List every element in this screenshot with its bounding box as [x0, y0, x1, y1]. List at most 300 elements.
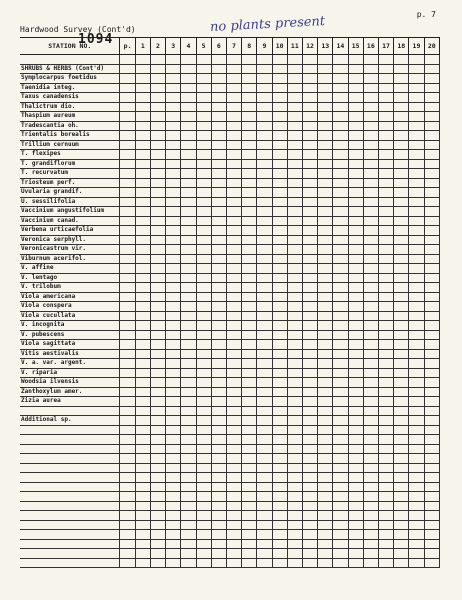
tally-cell[interactable]: [333, 64, 348, 74]
tally-cell[interactable]: [287, 425, 302, 435]
tally-cell[interactable]: [409, 226, 424, 236]
tally-cell[interactable]: [181, 245, 196, 255]
tally-cell[interactable]: [318, 520, 333, 530]
tally-cell[interactable]: [302, 416, 317, 426]
tally-cell[interactable]: [378, 473, 393, 483]
tally-cell[interactable]: [409, 121, 424, 131]
tally-cell[interactable]: [287, 121, 302, 131]
tally-cell[interactable]: [378, 492, 393, 502]
tally-cell[interactable]: [150, 340, 165, 350]
tally-cell[interactable]: [409, 188, 424, 198]
tally-cell[interactable]: [211, 169, 226, 179]
tally-cell[interactable]: [272, 216, 287, 226]
tally-cell[interactable]: [287, 55, 302, 65]
tally-cell[interactable]: [211, 473, 226, 483]
tally-cell[interactable]: [166, 273, 181, 283]
tally-cell[interactable]: [302, 302, 317, 312]
tally-cell[interactable]: [424, 530, 439, 540]
tally-cell[interactable]: [166, 283, 181, 293]
tally-cell[interactable]: [166, 188, 181, 198]
tally-cell[interactable]: [150, 254, 165, 264]
tally-cell[interactable]: [257, 264, 272, 274]
tally-cell[interactable]: [150, 416, 165, 426]
tally-cell[interactable]: [302, 539, 317, 549]
tally-cell[interactable]: [135, 387, 150, 397]
tally-cell[interactable]: [226, 558, 241, 568]
tally-cell[interactable]: [226, 283, 241, 293]
tally-cell[interactable]: [272, 74, 287, 84]
tally-cell[interactable]: [302, 349, 317, 359]
tally-cell[interactable]: [333, 83, 348, 93]
tally-cell[interactable]: [242, 501, 257, 511]
tally-cell[interactable]: [363, 368, 378, 378]
tally-cell[interactable]: [150, 397, 165, 407]
tally-cell[interactable]: [135, 140, 150, 150]
tally-cell[interactable]: [363, 378, 378, 388]
tally-cell[interactable]: [242, 178, 257, 188]
tally-cell[interactable]: [166, 520, 181, 530]
tally-cell[interactable]: [257, 121, 272, 131]
tally-cell[interactable]: [302, 140, 317, 150]
tally-cell[interactable]: [363, 254, 378, 264]
tally-cell[interactable]: [363, 492, 378, 502]
tally-cell[interactable]: [120, 425, 135, 435]
tally-cell[interactable]: [272, 558, 287, 568]
tally-cell[interactable]: [196, 463, 211, 473]
tally-cell[interactable]: [318, 425, 333, 435]
tally-cell[interactable]: [150, 216, 165, 226]
tally-cell[interactable]: [333, 444, 348, 454]
tally-cell[interactable]: [166, 131, 181, 141]
tally-cell[interactable]: [318, 188, 333, 198]
tally-cell[interactable]: [287, 397, 302, 407]
tally-cell[interactable]: [287, 178, 302, 188]
tally-cell[interactable]: [394, 340, 409, 350]
tally-cell[interactable]: [257, 349, 272, 359]
tally-cell[interactable]: [181, 140, 196, 150]
tally-cell[interactable]: [181, 197, 196, 207]
tally-cell[interactable]: [424, 311, 439, 321]
tally-cell[interactable]: [424, 501, 439, 511]
tally-cell[interactable]: [196, 83, 211, 93]
tally-cell[interactable]: [242, 378, 257, 388]
tally-cell[interactable]: [196, 169, 211, 179]
tally-cell[interactable]: [348, 387, 363, 397]
tally-cell[interactable]: [318, 197, 333, 207]
tally-cell[interactable]: [135, 235, 150, 245]
tally-cell[interactable]: [302, 197, 317, 207]
tally-cell[interactable]: [409, 406, 424, 416]
tally-cell[interactable]: [424, 482, 439, 492]
tally-cell[interactable]: [226, 359, 241, 369]
tally-cell[interactable]: [287, 321, 302, 331]
tally-cell[interactable]: [120, 273, 135, 283]
tally-cell[interactable]: [348, 425, 363, 435]
tally-cell[interactable]: [257, 93, 272, 103]
tally-cell[interactable]: [196, 520, 211, 530]
tally-cell[interactable]: [409, 112, 424, 122]
tally-cell[interactable]: [287, 359, 302, 369]
tally-cell[interactable]: [166, 150, 181, 160]
tally-cell[interactable]: [135, 416, 150, 426]
tally-cell[interactable]: [257, 473, 272, 483]
tally-cell[interactable]: [363, 292, 378, 302]
tally-cell[interactable]: [257, 292, 272, 302]
tally-cell[interactable]: [409, 330, 424, 340]
tally-cell[interactable]: [272, 463, 287, 473]
tally-cell[interactable]: [348, 188, 363, 198]
tally-cell[interactable]: [166, 292, 181, 302]
tally-cell[interactable]: [226, 406, 241, 416]
tally-cell[interactable]: [363, 55, 378, 65]
tally-cell[interactable]: [394, 188, 409, 198]
tally-cell[interactable]: [318, 368, 333, 378]
tally-cell[interactable]: [242, 311, 257, 321]
tally-cell[interactable]: [120, 131, 135, 141]
tally-cell[interactable]: [196, 74, 211, 84]
tally-cell[interactable]: [150, 359, 165, 369]
tally-cell[interactable]: [226, 416, 241, 426]
tally-cell[interactable]: [302, 378, 317, 388]
tally-cell[interactable]: [287, 406, 302, 416]
tally-cell[interactable]: [150, 530, 165, 540]
tally-cell[interactable]: [318, 549, 333, 559]
tally-cell[interactable]: [166, 406, 181, 416]
tally-cell[interactable]: [363, 473, 378, 483]
tally-cell[interactable]: [409, 520, 424, 530]
tally-cell[interactable]: [272, 349, 287, 359]
tally-cell[interactable]: [363, 235, 378, 245]
tally-cell[interactable]: [318, 454, 333, 464]
tally-cell[interactable]: [181, 93, 196, 103]
tally-cell[interactable]: [302, 292, 317, 302]
tally-cell[interactable]: [196, 387, 211, 397]
tally-cell[interactable]: [394, 235, 409, 245]
tally-cell[interactable]: [150, 131, 165, 141]
tally-cell[interactable]: [287, 416, 302, 426]
tally-cell[interactable]: [211, 112, 226, 122]
tally-cell[interactable]: [363, 425, 378, 435]
tally-cell[interactable]: [181, 387, 196, 397]
tally-cell[interactable]: [378, 140, 393, 150]
tally-cell[interactable]: [150, 454, 165, 464]
tally-cell[interactable]: [333, 311, 348, 321]
tally-cell[interactable]: [424, 321, 439, 331]
tally-cell[interactable]: [318, 539, 333, 549]
tally-cell[interactable]: [196, 140, 211, 150]
tally-cell[interactable]: [226, 83, 241, 93]
tally-cell[interactable]: [196, 112, 211, 122]
tally-cell[interactable]: [409, 178, 424, 188]
tally-cell[interactable]: [333, 463, 348, 473]
tally-cell[interactable]: [394, 558, 409, 568]
tally-cell[interactable]: [409, 501, 424, 511]
tally-cell[interactable]: [166, 311, 181, 321]
tally-cell[interactable]: [394, 197, 409, 207]
tally-cell[interactable]: [211, 330, 226, 340]
tally-cell[interactable]: [287, 444, 302, 454]
tally-cell[interactable]: [242, 416, 257, 426]
tally-cell[interactable]: [318, 264, 333, 274]
tally-cell[interactable]: [120, 159, 135, 169]
tally-cell[interactable]: [363, 245, 378, 255]
tally-cell[interactable]: [424, 64, 439, 74]
tally-cell[interactable]: [302, 482, 317, 492]
tally-cell[interactable]: [120, 501, 135, 511]
tally-cell[interactable]: [348, 302, 363, 312]
tally-cell[interactable]: [257, 302, 272, 312]
tally-cell[interactable]: [196, 549, 211, 559]
tally-cell[interactable]: [409, 416, 424, 426]
tally-cell[interactable]: [257, 406, 272, 416]
tally-cell[interactable]: [378, 226, 393, 236]
tally-cell[interactable]: [394, 482, 409, 492]
tally-cell[interactable]: [272, 501, 287, 511]
tally-cell[interactable]: [409, 463, 424, 473]
tally-cell[interactable]: [120, 112, 135, 122]
tally-cell[interactable]: [409, 368, 424, 378]
tally-cell[interactable]: [333, 435, 348, 445]
tally-cell[interactable]: [181, 216, 196, 226]
tally-cell[interactable]: [318, 311, 333, 321]
tally-cell[interactable]: [196, 131, 211, 141]
tally-cell[interactable]: [272, 102, 287, 112]
tally-cell[interactable]: [242, 511, 257, 521]
tally-cell[interactable]: [333, 321, 348, 331]
tally-cell[interactable]: [394, 473, 409, 483]
tally-cell[interactable]: [211, 539, 226, 549]
tally-cell[interactable]: [302, 93, 317, 103]
tally-cell[interactable]: [135, 197, 150, 207]
tally-cell[interactable]: [409, 549, 424, 559]
tally-cell[interactable]: [120, 83, 135, 93]
tally-cell[interactable]: [166, 435, 181, 445]
tally-cell[interactable]: [318, 340, 333, 350]
tally-cell[interactable]: [424, 254, 439, 264]
tally-cell[interactable]: [363, 83, 378, 93]
tally-cell[interactable]: [135, 368, 150, 378]
tally-cell[interactable]: [424, 378, 439, 388]
tally-cell[interactable]: [409, 83, 424, 93]
tally-cell[interactable]: [181, 558, 196, 568]
tally-cell[interactable]: [394, 112, 409, 122]
tally-cell[interactable]: [196, 302, 211, 312]
tally-cell[interactable]: [333, 359, 348, 369]
tally-cell[interactable]: [196, 207, 211, 217]
tally-cell[interactable]: [394, 64, 409, 74]
tally-cell[interactable]: [348, 501, 363, 511]
tally-cell[interactable]: [211, 435, 226, 445]
tally-cell[interactable]: [211, 397, 226, 407]
tally-cell[interactable]: [181, 549, 196, 559]
tally-cell[interactable]: [211, 387, 226, 397]
tally-cell[interactable]: [272, 539, 287, 549]
tally-cell[interactable]: [181, 74, 196, 84]
tally-cell[interactable]: [348, 368, 363, 378]
tally-cell[interactable]: [409, 140, 424, 150]
tally-cell[interactable]: [120, 226, 135, 236]
tally-cell[interactable]: [363, 349, 378, 359]
tally-cell[interactable]: [257, 226, 272, 236]
tally-cell[interactable]: [196, 102, 211, 112]
tally-cell[interactable]: [378, 321, 393, 331]
tally-cell[interactable]: [394, 539, 409, 549]
tally-cell[interactable]: [409, 435, 424, 445]
tally-cell[interactable]: [226, 273, 241, 283]
tally-cell[interactable]: [318, 55, 333, 65]
tally-cell[interactable]: [424, 83, 439, 93]
tally-cell[interactable]: [378, 55, 393, 65]
tally-cell[interactable]: [257, 520, 272, 530]
tally-cell[interactable]: [242, 444, 257, 454]
tally-cell[interactable]: [150, 245, 165, 255]
tally-cell[interactable]: [394, 321, 409, 331]
tally-cell[interactable]: [394, 330, 409, 340]
tally-cell[interactable]: [211, 64, 226, 74]
tally-cell[interactable]: [424, 159, 439, 169]
tally-cell[interactable]: [318, 292, 333, 302]
tally-cell[interactable]: [287, 349, 302, 359]
tally-cell[interactable]: [287, 454, 302, 464]
tally-cell[interactable]: [378, 549, 393, 559]
tally-cell[interactable]: [409, 216, 424, 226]
tally-cell[interactable]: [166, 387, 181, 397]
tally-cell[interactable]: [272, 264, 287, 274]
tally-cell[interactable]: [333, 93, 348, 103]
tally-cell[interactable]: [333, 558, 348, 568]
tally-cell[interactable]: [135, 501, 150, 511]
tally-cell[interactable]: [120, 378, 135, 388]
tally-cell[interactable]: [424, 235, 439, 245]
tally-cell[interactable]: [318, 511, 333, 521]
tally-cell[interactable]: [302, 359, 317, 369]
tally-cell[interactable]: [166, 368, 181, 378]
tally-cell[interactable]: [181, 311, 196, 321]
tally-cell[interactable]: [378, 435, 393, 445]
tally-cell[interactable]: [424, 245, 439, 255]
tally-cell[interactable]: [257, 235, 272, 245]
tally-cell[interactable]: [120, 74, 135, 84]
tally-cell[interactable]: [211, 216, 226, 226]
tally-cell[interactable]: [150, 197, 165, 207]
tally-cell[interactable]: [363, 330, 378, 340]
tally-cell[interactable]: [378, 283, 393, 293]
tally-cell[interactable]: [394, 254, 409, 264]
tally-cell[interactable]: [363, 121, 378, 131]
tally-cell[interactable]: [378, 444, 393, 454]
tally-cell[interactable]: [120, 302, 135, 312]
tally-cell[interactable]: [272, 245, 287, 255]
tally-cell[interactable]: [135, 530, 150, 540]
tally-cell[interactable]: [226, 197, 241, 207]
tally-cell[interactable]: [242, 349, 257, 359]
tally-cell[interactable]: [348, 435, 363, 445]
tally-cell[interactable]: [272, 131, 287, 141]
tally-cell[interactable]: [196, 511, 211, 521]
tally-cell[interactable]: [181, 150, 196, 160]
tally-cell[interactable]: [120, 473, 135, 483]
tally-cell[interactable]: [135, 264, 150, 274]
tally-cell[interactable]: [135, 216, 150, 226]
tally-cell[interactable]: [226, 340, 241, 350]
tally-cell[interactable]: [257, 112, 272, 122]
tally-cell[interactable]: [257, 416, 272, 426]
tally-cell[interactable]: [166, 454, 181, 464]
tally-cell[interactable]: [348, 397, 363, 407]
tally-cell[interactable]: [378, 454, 393, 464]
tally-cell[interactable]: [287, 159, 302, 169]
tally-cell[interactable]: [302, 530, 317, 540]
tally-cell[interactable]: [150, 226, 165, 236]
tally-cell[interactable]: [150, 178, 165, 188]
tally-cell[interactable]: [242, 340, 257, 350]
tally-cell[interactable]: [287, 216, 302, 226]
tally-cell[interactable]: [135, 178, 150, 188]
tally-cell[interactable]: [120, 283, 135, 293]
tally-cell[interactable]: [378, 112, 393, 122]
tally-cell[interactable]: [348, 131, 363, 141]
tally-cell[interactable]: [166, 511, 181, 521]
tally-cell[interactable]: [242, 226, 257, 236]
tally-cell[interactable]: [409, 150, 424, 160]
tally-cell[interactable]: [211, 368, 226, 378]
tally-cell[interactable]: [363, 406, 378, 416]
tally-cell[interactable]: [272, 93, 287, 103]
tally-cell[interactable]: [409, 359, 424, 369]
tally-cell[interactable]: [394, 435, 409, 445]
tally-cell[interactable]: [409, 264, 424, 274]
tally-cell[interactable]: [378, 74, 393, 84]
tally-cell[interactable]: [181, 302, 196, 312]
tally-cell[interactable]: [257, 55, 272, 65]
tally-cell[interactable]: [226, 511, 241, 521]
tally-cell[interactable]: [348, 539, 363, 549]
tally-cell[interactable]: [302, 425, 317, 435]
tally-cell[interactable]: [196, 454, 211, 464]
tally-cell[interactable]: [135, 283, 150, 293]
tally-cell[interactable]: [348, 330, 363, 340]
tally-cell[interactable]: [348, 349, 363, 359]
tally-cell[interactable]: [394, 520, 409, 530]
tally-cell[interactable]: [394, 501, 409, 511]
tally-cell[interactable]: [363, 435, 378, 445]
tally-cell[interactable]: [257, 359, 272, 369]
tally-cell[interactable]: [181, 83, 196, 93]
tally-cell[interactable]: [318, 283, 333, 293]
tally-cell[interactable]: [363, 463, 378, 473]
tally-cell[interactable]: [272, 511, 287, 521]
tally-cell[interactable]: [394, 273, 409, 283]
tally-cell[interactable]: [363, 340, 378, 350]
tally-cell[interactable]: [181, 55, 196, 65]
tally-cell[interactable]: [348, 150, 363, 160]
tally-cell[interactable]: [166, 197, 181, 207]
tally-cell[interactable]: [166, 378, 181, 388]
tally-cell[interactable]: [394, 55, 409, 65]
tally-cell[interactable]: [287, 549, 302, 559]
tally-cell[interactable]: [120, 93, 135, 103]
tally-cell[interactable]: [150, 150, 165, 160]
tally-cell[interactable]: [424, 444, 439, 454]
tally-cell[interactable]: [409, 349, 424, 359]
tally-cell[interactable]: [378, 121, 393, 131]
tally-cell[interactable]: [394, 387, 409, 397]
tally-cell[interactable]: [181, 425, 196, 435]
tally-cell[interactable]: [378, 93, 393, 103]
tally-cell[interactable]: [181, 349, 196, 359]
tally-cell[interactable]: [424, 492, 439, 502]
tally-cell[interactable]: [135, 207, 150, 217]
